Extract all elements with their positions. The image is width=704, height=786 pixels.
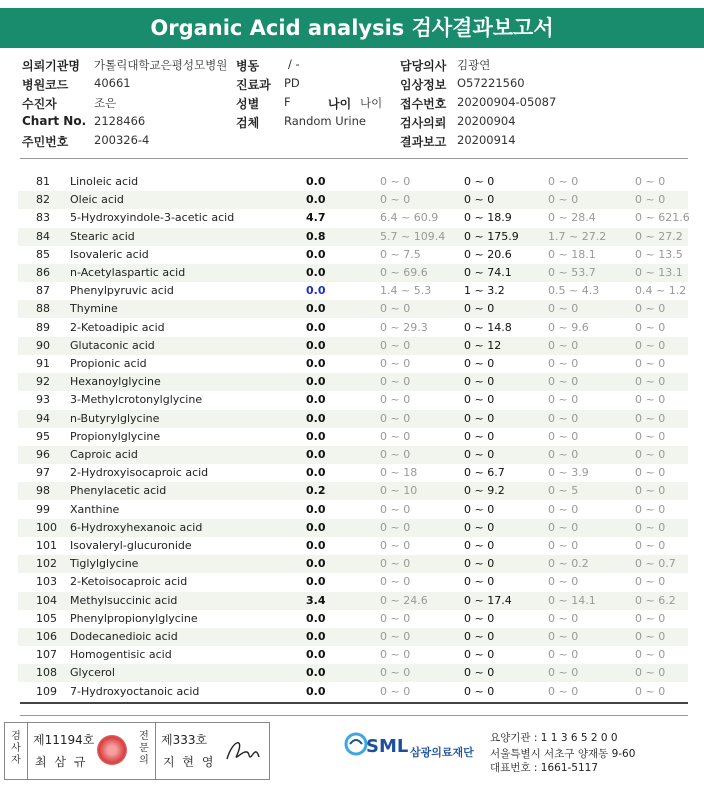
result-value: 0.0 — [306, 247, 326, 261]
reference-range-1: 0 ~ 0 — [380, 630, 411, 643]
reference-range-2: 0 ~ 0 — [464, 539, 495, 552]
table-row — [18, 209, 688, 227]
reference-range-4: 0 ~ 27.2 — [635, 229, 683, 243]
examinee-label: 수진자 — [22, 97, 57, 111]
specialist-label-3: 의 — [139, 755, 149, 766]
reference-range-4: 0 ~ 0 — [635, 684, 666, 698]
reference-range-3: 0 ~ 0 — [548, 575, 579, 589]
reference-range-3: 0 ~ 53.7 — [548, 266, 596, 279]
phone-number: 대표번호 : 1661-5117 — [490, 762, 599, 774]
row-number: 86 — [36, 266, 50, 279]
reference-range-2: 0 ~ 9.2 — [464, 484, 505, 498]
analyte-name: 6-Hydroxyhexanoic acid — [70, 520, 203, 534]
reference-range-2: 0 ~ 0 — [464, 302, 495, 316]
result-value: 0.8 — [306, 229, 326, 243]
report-footer — [4, 722, 700, 782]
reference-range-2: 0 ~ 0 — [464, 357, 495, 370]
reference-range-1: 0 ~ 0 — [380, 502, 411, 516]
reference-range-3: 0 ~ 0 — [548, 684, 579, 698]
analyte-name: Oleic acid — [70, 193, 124, 207]
reference-range-1: 5.7 ~ 109.4 — [380, 229, 446, 243]
reference-range-4: 0 ~ 0 — [635, 320, 666, 334]
reference-range-3: 0 ~ 0.2 — [548, 557, 589, 571]
age-value: 나이 — [360, 96, 383, 110]
analyte-name: Phenylpropionylglycine — [70, 611, 198, 625]
id-label: 주민번호 — [22, 135, 69, 149]
reference-range-2: 0 ~ 0 — [464, 375, 495, 389]
reference-range-3: 0 ~ 0 — [548, 357, 579, 370]
reference-range-1: 0 ~ 0 — [380, 666, 411, 680]
table-row — [18, 610, 688, 628]
reference-range-2: 0 ~ 0 — [464, 411, 495, 425]
reference-range-2: 0 ~ 14.8 — [464, 320, 512, 334]
result-value: 0.0 — [306, 357, 326, 370]
reference-range-2: 0 ~ 6.7 — [464, 466, 505, 480]
analyte-name: 5-Hydroxyindole-3-acetic acid — [70, 211, 235, 225]
table-row — [18, 319, 688, 337]
reference-range-2: 0 ~ 0 — [464, 175, 495, 188]
reference-range-4: 0 ~ 13.1 — [635, 266, 683, 279]
row-number: 95 — [36, 429, 50, 443]
reference-range-4: 0 ~ 0 — [635, 666, 666, 680]
reference-range-3: 1.7 ~ 27.2 — [548, 229, 607, 243]
reference-range-3: 0 ~ 0 — [548, 338, 579, 352]
specialist-license: 제333호 — [161, 733, 208, 747]
reference-range-2: 1 ~ 3.2 — [464, 284, 505, 298]
sex-value: F — [284, 95, 291, 109]
sml-logo-icon — [344, 732, 368, 756]
reference-range-4: 0 ~ 0 — [635, 448, 666, 461]
care-code: 요양기관 : 1 1 3 6 5 2 0 0 — [490, 732, 618, 744]
result-value: 0.0 — [306, 502, 326, 516]
id-value: 200326-4 — [94, 133, 150, 147]
row-number: 89 — [36, 320, 50, 334]
analyte-name: Homogentisic acid — [70, 648, 172, 662]
reference-range-3: 0.5 ~ 4.3 — [548, 284, 600, 298]
reference-range-1: 0 ~ 0 — [380, 302, 411, 316]
result-value: 0.0 — [306, 611, 326, 625]
reference-range-3: 0 ~ 14.1 — [548, 593, 596, 607]
table-row — [18, 555, 688, 573]
result-value: 0.0 — [306, 520, 326, 534]
reference-range-4: 0 ~ 0 — [635, 484, 666, 498]
reference-range-3: 0 ~ 28.4 — [548, 211, 596, 225]
examinee-value: 조은 — [94, 96, 117, 110]
hospital-label: 의뢰기관명 — [22, 59, 80, 73]
row-number: 99 — [36, 502, 50, 516]
row-number: 96 — [36, 448, 50, 461]
reference-range-2: 0 ~ 17.4 — [464, 593, 512, 607]
result-value: 0.0 — [306, 393, 326, 407]
reference-range-4: 0 ~ 0 — [635, 175, 666, 188]
row-number: 91 — [36, 357, 50, 370]
reference-range-1: 0 ~ 7.5 — [380, 247, 421, 261]
row-number: 85 — [36, 247, 50, 261]
reference-range-1: 6.4 ~ 60.9 — [380, 211, 439, 225]
analyte-name: 2-Ketoisocaproic acid — [70, 575, 188, 589]
reference-range-4: 0 ~ 0 — [635, 630, 666, 643]
reference-range-4: 0 ~ 13.5 — [635, 247, 683, 261]
reference-range-4: 0 ~ 0 — [635, 338, 666, 352]
reference-range-3: 0 ~ 0 — [548, 375, 579, 389]
header-divider — [20, 158, 688, 159]
table-row — [18, 355, 688, 373]
result-value: 0.0 — [306, 266, 326, 279]
result-value: 0.0 — [306, 448, 326, 461]
clinical-value: O57221560 — [457, 76, 525, 90]
table-row — [18, 191, 688, 209]
result-value: 3.4 — [306, 593, 326, 607]
row-number: 107 — [36, 648, 57, 662]
table-row — [18, 373, 688, 391]
signature-box — [4, 722, 270, 780]
row-number: 100 — [36, 520, 57, 534]
box-divider — [27, 723, 28, 779]
analyte-name: Dodecanedioic acid — [70, 630, 178, 643]
result-value: 0.0 — [306, 284, 326, 298]
table-row — [18, 410, 688, 428]
reference-range-3: 0 ~ 0 — [548, 520, 579, 534]
analyte-name: 2-Hydroxyisocaproic acid — [70, 466, 209, 480]
reference-range-1: 0 ~ 0 — [380, 448, 411, 461]
report-value: 20200914 — [457, 133, 516, 147]
specialist-name: 지 현 영 — [163, 755, 216, 769]
reference-range-4: 0 ~ 0 — [635, 539, 666, 552]
box-divider — [155, 723, 156, 779]
reference-range-2: 0 ~ 18.9 — [464, 211, 512, 225]
reference-range-3: 0 ~ 9.6 — [548, 320, 589, 334]
seal-stamp-icon — [97, 735, 127, 765]
row-number: 109 — [36, 684, 57, 698]
table-row — [18, 519, 688, 537]
reference-range-3: 0 ~ 0 — [548, 630, 579, 643]
reference-range-2: 0 ~ 0 — [464, 684, 495, 698]
table-row — [18, 282, 688, 300]
table-row — [18, 391, 688, 409]
analyte-name: Hexanoylglycine — [70, 375, 161, 389]
row-number: 87 — [36, 284, 50, 298]
specialist-label-2: 문 — [139, 743, 149, 754]
table-bottom-rule — [20, 702, 688, 704]
table-row — [18, 501, 688, 519]
analyte-name: Isovaleryl-glucuronide — [70, 539, 192, 552]
reference-range-1: 0 ~ 0 — [380, 611, 411, 625]
analyte-name: 3-Methylcrotonylglycine — [70, 393, 203, 407]
table-row — [18, 646, 688, 664]
row-number: 93 — [36, 393, 50, 407]
reference-range-4: 0 ~ 0 — [635, 466, 666, 480]
reference-range-1: 0 ~ 0 — [380, 375, 411, 389]
reference-range-3: 0 ~ 0 — [548, 648, 579, 662]
reference-range-2: 0 ~ 0 — [464, 630, 495, 643]
specimen-value: Random Urine — [284, 114, 366, 128]
reference-range-2: 0 ~ 0 — [464, 666, 495, 680]
result-value: 0.0 — [306, 575, 326, 589]
reference-range-2: 0 ~ 0 — [464, 520, 495, 534]
analyte-name: Isovaleric acid — [70, 247, 149, 261]
result-value: 0.0 — [306, 175, 326, 188]
table-row — [18, 446, 688, 464]
reference-range-3: 0 ~ 0 — [548, 393, 579, 407]
reference-range-2: 0 ~ 0 — [464, 448, 495, 461]
dept-value: PD — [284, 76, 300, 90]
table-row — [18, 428, 688, 446]
reference-range-4: 0 ~ 0 — [635, 611, 666, 625]
table-row — [18, 264, 688, 282]
reference-range-1: 0 ~ 0 — [380, 338, 411, 352]
table-row — [18, 300, 688, 318]
reference-range-2: 0 ~ 74.1 — [464, 266, 512, 279]
row-number: 106 — [36, 630, 57, 643]
reference-range-1: 0 ~ 69.6 — [380, 266, 428, 279]
analyte-name: Tiglylglycine — [70, 557, 139, 571]
table-row — [18, 664, 688, 682]
reference-range-3: 0 ~ 0 — [548, 448, 579, 461]
result-value: 0.0 — [306, 302, 326, 316]
age-label: 나이 — [328, 97, 352, 111]
reference-range-1: 0 ~ 0 — [380, 411, 411, 425]
reference-range-1: 0 ~ 0 — [380, 357, 411, 370]
reference-range-1: 0 ~ 0 — [380, 429, 411, 443]
reference-range-4: 0 ~ 0 — [635, 520, 666, 534]
reference-range-1: 0 ~ 0 — [380, 393, 411, 407]
reference-range-1: 0 ~ 18 — [380, 466, 418, 480]
reference-range-4: 0 ~ 0 — [635, 375, 666, 389]
table-row — [18, 573, 688, 591]
dept-label: 진료과 — [236, 78, 271, 92]
clinical-label: 임상정보 — [400, 78, 447, 92]
row-number: 92 — [36, 375, 50, 389]
reference-range-3: 0 ~ 0 — [548, 411, 579, 425]
specimen-label: 검체 — [236, 116, 260, 130]
table-row — [18, 173, 688, 191]
reference-range-4: 0 ~ 0 — [635, 411, 666, 425]
row-number: 81 — [36, 175, 50, 188]
result-value: 0.0 — [306, 539, 326, 552]
analyte-name: Linoleic acid — [70, 175, 139, 188]
receipt-label: 접수번호 — [400, 97, 447, 111]
reference-range-1: 0 ~ 10 — [380, 484, 418, 498]
reference-range-4: 0 ~ 0 — [635, 502, 666, 516]
reference-range-1: 0 ~ 29.3 — [380, 320, 428, 334]
reference-range-2: 0 ~ 0 — [464, 611, 495, 625]
reference-range-3: 0 ~ 0 — [548, 666, 579, 680]
analyte-name: Caproic acid — [70, 448, 138, 461]
reference-range-1: 0 ~ 24.6 — [380, 593, 428, 607]
reference-range-4: 0.4 ~ 1.2 — [635, 284, 687, 298]
reference-range-3: 0 ~ 0 — [548, 611, 579, 625]
reference-range-4: 0 ~ 6.2 — [635, 593, 676, 607]
result-value: 0.0 — [306, 375, 326, 389]
reference-range-4: 0 ~ 0 — [635, 357, 666, 370]
specialist-label-1: 전 — [139, 731, 149, 742]
reference-range-2: 0 ~ 20.6 — [464, 247, 512, 261]
request-value: 20200904 — [457, 114, 516, 128]
reference-range-3: 0 ~ 3.9 — [548, 466, 589, 480]
result-value: 0.0 — [306, 684, 326, 698]
sex-label: 성별 — [236, 97, 260, 111]
analyte-name: Methylsuccinic acid — [70, 593, 178, 607]
signature-icon — [223, 733, 263, 769]
analyte-name: Glycerol — [70, 666, 115, 680]
result-value: 0.0 — [306, 338, 326, 352]
reference-range-2: 0 ~ 0 — [464, 575, 495, 589]
analyte-name: 2-Ketoadipic acid — [70, 320, 165, 334]
reference-range-3: 0 ~ 18.1 — [548, 247, 596, 261]
reference-range-2: 0 ~ 0 — [464, 429, 495, 443]
reference-range-1: 1.4 ~ 5.3 — [380, 284, 432, 298]
result-value: 0.0 — [306, 557, 326, 571]
reference-range-4: 0 ~ 0 — [635, 393, 666, 407]
reference-range-4: 0 ~ 0 — [635, 429, 666, 443]
examiner-label-3: 자 — [11, 755, 21, 766]
row-number: 105 — [36, 611, 57, 625]
reference-range-2: 0 ~ 0 — [464, 193, 495, 207]
row-number: 108 — [36, 666, 57, 680]
row-number: 82 — [36, 193, 50, 207]
reference-range-4: 0 ~ 621.6 — [635, 211, 690, 225]
reference-range-1: 0 ~ 0 — [380, 575, 411, 589]
row-number: 103 — [36, 575, 57, 589]
reference-range-3: 0 ~ 0 — [548, 429, 579, 443]
receipt-value: 20200904-05087 — [457, 95, 557, 109]
reference-range-2: 0 ~ 0 — [464, 648, 495, 662]
result-value: 0.0 — [306, 666, 326, 680]
examiner-license: 제11194호 — [33, 733, 95, 747]
doctor-value: 김광연 — [457, 58, 491, 72]
foundation-name: 삼광의료재단 — [410, 746, 474, 759]
reference-range-2: 0 ~ 175.9 — [464, 229, 519, 243]
ward-value: / - — [288, 57, 300, 71]
result-value: 0.2 — [306, 484, 326, 498]
reference-range-1: 0 ~ 0 — [380, 557, 411, 571]
table-row — [18, 228, 688, 246]
analyte-name: Thymine — [70, 302, 118, 316]
result-value: 0.0 — [306, 411, 326, 425]
reference-range-4: 0 ~ 0 — [635, 193, 666, 207]
result-value: 4.7 — [306, 211, 326, 225]
analyte-name: Propionic acid — [70, 357, 147, 370]
analyte-name: Phenylpyruvic acid — [70, 284, 174, 298]
reference-range-2: 0 ~ 0 — [464, 557, 495, 571]
examiner-label-1: 검 — [11, 731, 21, 742]
table-row — [18, 464, 688, 482]
doctor-label: 담당의사 — [400, 59, 447, 73]
analyte-name: Glutaconic acid — [70, 338, 155, 352]
report-title: Organic Acid analysis 검사결과보고서 — [0, 8, 704, 48]
ward-label: 병동 — [236, 59, 260, 73]
analyte-name: Xanthine — [70, 502, 120, 516]
footer-divider — [20, 715, 688, 716]
reference-range-3: 0 ~ 0 — [548, 175, 579, 188]
table-row — [18, 592, 688, 610]
result-value: 0.0 — [306, 429, 326, 443]
reference-range-4: 0 ~ 0 — [635, 302, 666, 316]
table-row — [18, 683, 688, 701]
row-number: 83 — [36, 211, 50, 225]
analyte-name: Stearic acid — [70, 229, 135, 243]
analyte-name: 7-Hydroxyoctanoic acid — [70, 684, 200, 698]
reference-range-1: 0 ~ 0 — [380, 684, 411, 698]
reference-range-1: 0 ~ 0 — [380, 175, 411, 188]
examiner-label-2: 사 — [11, 743, 21, 754]
examiner-name: 최 삼 규 — [35, 755, 88, 769]
sml-logo-text: SML — [366, 736, 409, 757]
row-number: 98 — [36, 484, 50, 498]
chart-label: Chart No. — [22, 114, 87, 128]
analyte-name: Propionylglycine — [70, 429, 161, 443]
analyte-name: n-Butyrylglycine — [70, 411, 160, 425]
row-number: 84 — [36, 229, 50, 243]
request-label: 검사의뢰 — [400, 116, 447, 130]
row-number: 94 — [36, 411, 50, 425]
reference-range-4: 0 ~ 0 — [635, 648, 666, 662]
row-number: 97 — [36, 466, 50, 480]
report-label: 결과보고 — [400, 135, 447, 149]
reference-range-2: 0 ~ 12 — [464, 338, 502, 352]
reference-range-1: 0 ~ 0 — [380, 539, 411, 552]
reference-range-3: 0 ~ 5 — [548, 484, 579, 498]
reference-range-1: 0 ~ 0 — [380, 193, 411, 207]
reference-range-3: 0 ~ 0 — [548, 539, 579, 552]
address: 서울특별시 서초구 양재동 9-60 — [490, 748, 636, 760]
table-row — [18, 246, 688, 264]
reference-range-3: 0 ~ 0 — [548, 193, 579, 207]
hospital-value: 가톨릭대학교은평성모병원 — [94, 58, 228, 72]
row-number: 102 — [36, 557, 57, 571]
row-number: 101 — [36, 539, 57, 552]
analyte-name: n-Acetylaspartic acid — [70, 266, 186, 279]
reference-range-3: 0 ~ 0 — [548, 502, 579, 516]
table-row — [18, 537, 688, 555]
result-value: 0.0 — [306, 630, 326, 643]
chart-value: 2128466 — [94, 114, 146, 128]
result-value: 0.0 — [306, 648, 326, 662]
row-number: 104 — [36, 593, 57, 607]
row-number: 88 — [36, 302, 50, 316]
table-row — [18, 482, 688, 500]
table-row — [18, 628, 688, 646]
reference-range-4: 0 ~ 0 — [635, 575, 666, 589]
reference-range-1: 0 ~ 0 — [380, 648, 411, 662]
code-label: 병원코드 — [22, 78, 69, 92]
reference-range-4: 0 ~ 0.7 — [635, 557, 676, 571]
reference-range-3: 0 ~ 0 — [548, 302, 579, 316]
result-value: 0.0 — [306, 320, 326, 334]
table-row — [18, 337, 688, 355]
reference-range-2: 0 ~ 0 — [464, 393, 495, 407]
reference-range-2: 0 ~ 0 — [464, 502, 495, 516]
analyte-name: Phenylacetic acid — [70, 484, 167, 498]
row-number: 90 — [36, 338, 50, 352]
result-value: 0.0 — [306, 466, 326, 480]
reference-range-1: 0 ~ 0 — [380, 520, 411, 534]
code-value: 40661 — [94, 76, 131, 90]
result-value: 0.0 — [306, 193, 326, 207]
